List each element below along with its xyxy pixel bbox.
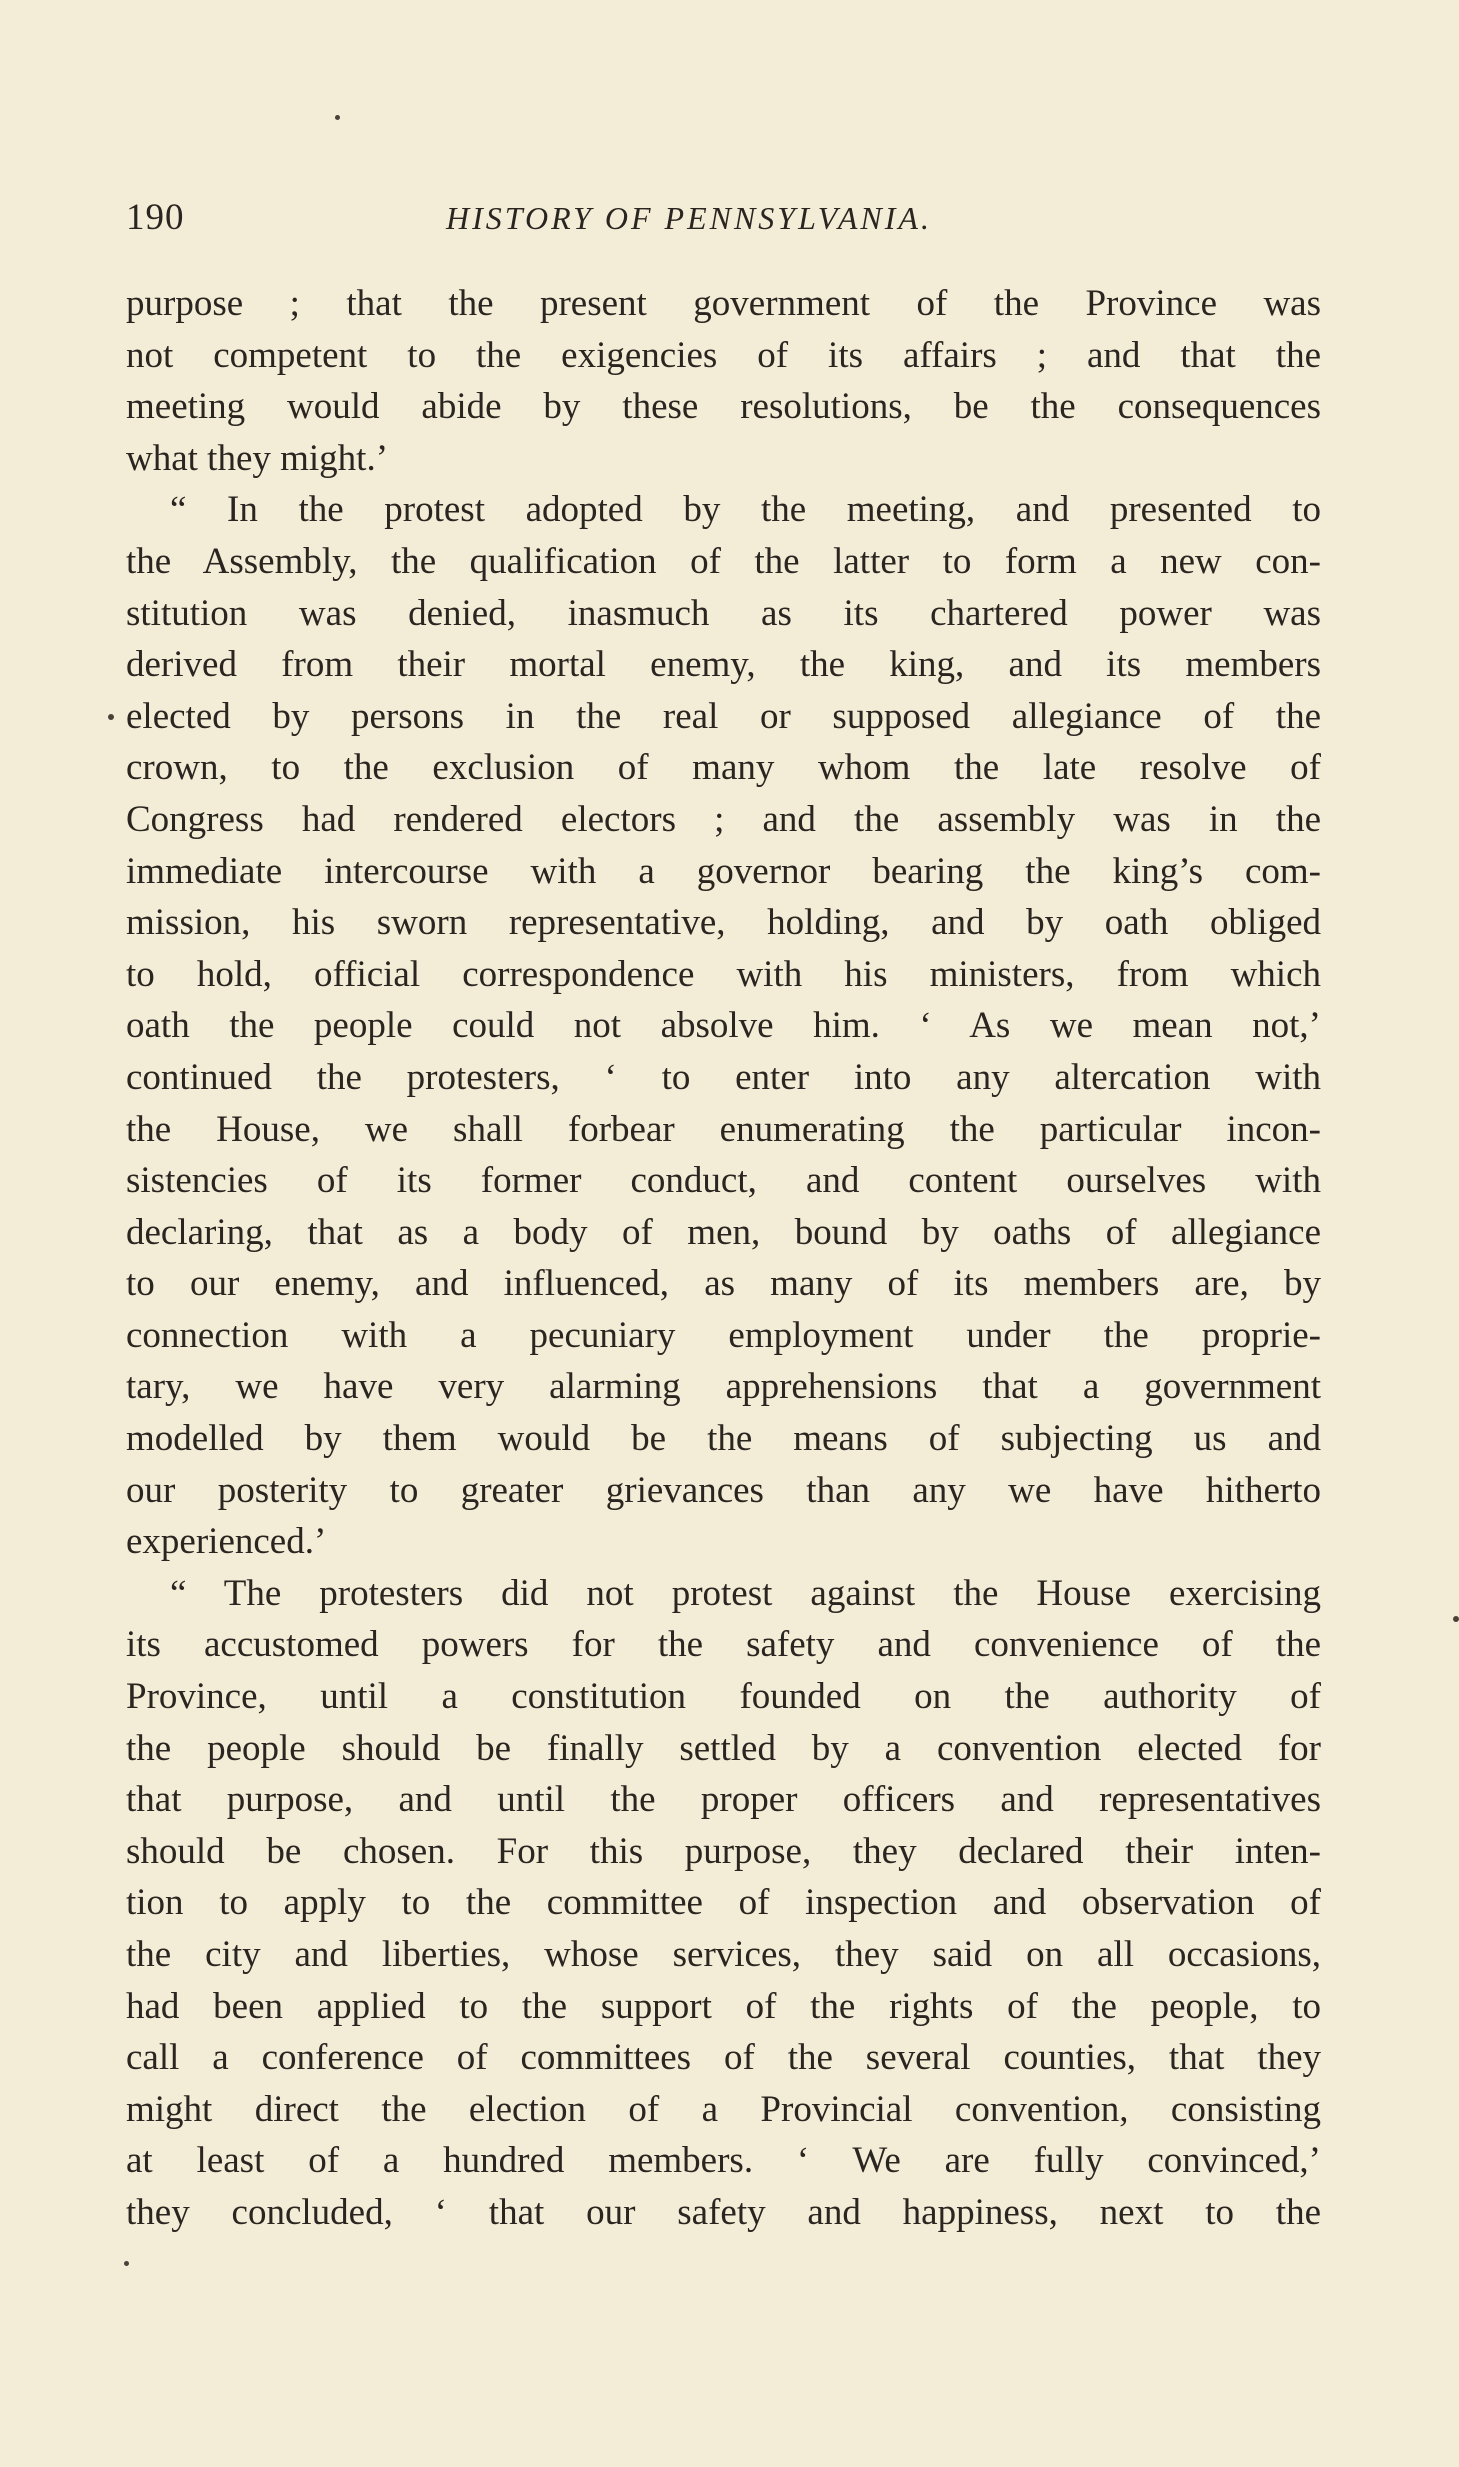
running-head: HISTORY OF PENNSYLVANIA.: [446, 200, 932, 236]
body-text: [126, 278, 1321, 2239]
margin-speck: [124, 2261, 129, 2266]
text-line: the Assembly, the qualification of the latter to form a new con-: [126, 540, 1321, 582]
text-line: meeting would abide by these resolutions, be the consequences: [126, 386, 1321, 428]
text-line: to hold, official correspondence with his ministers, from which: [126, 953, 1321, 995]
paragraph-first-line: “ In the protest adopted by the meeting, and presented to: [170, 489, 1321, 531]
text-line: tion to apply to the committee of inspection and observation of: [126, 1882, 1321, 1924]
text-line: immediate intercourse with a governor bearing the king’s com-: [126, 850, 1321, 892]
text-line: purpose ; that the present government of the Province was: [126, 283, 1321, 324]
text-line: at least of a hundred members. ‘ We are fully convinced,’: [126, 2140, 1321, 2182]
text-line: experienced.’: [126, 1521, 327, 1563]
text-line: they concluded, ‘ that our safety and happiness, next to the: [126, 2191, 1321, 2233]
margin-speck: [335, 115, 340, 120]
text-line: oath the people could not absolve him. ‘ As we mean not,’: [126, 1005, 1321, 1047]
text-line: continued the protesters, ‘ to enter into any altercation with: [126, 1056, 1321, 1098]
text-line: had been applied to the support of the rights of the people, to: [126, 1985, 1321, 2027]
text-line: tary, we have very alarming apprehensions that a government: [126, 1366, 1321, 1408]
text-line: modelled by them would be the means of subjecting us and: [126, 1418, 1321, 1460]
text-line: not competent to the exigencies of its affairs ; and that the: [126, 334, 1321, 376]
text-line: crown, to the exclusion of many whom the late resolve of: [126, 747, 1321, 789]
text-line: to our enemy, and influenced, as many of its members are, by: [126, 1263, 1321, 1305]
text-line: the city and liberties, whose services, they said on all occasions,: [126, 1934, 1321, 1975]
text-line: the people should be finally settled by a convention elected for: [126, 1727, 1321, 1769]
margin-speck: [1453, 1616, 1459, 1622]
page-header: [126, 196, 1321, 248]
text-line: Province, until a constitution founded on the authority of: [126, 1676, 1321, 1718]
text-line: that purpose, and until the proper officers and representatives: [126, 1779, 1321, 1821]
text-line: should be chosen. For this purpose, they declared their inten-: [126, 1830, 1321, 1872]
text-line: sistencies of its former conduct, and content ourselves with: [126, 1160, 1321, 1202]
text-line: elected by persons in the real or supposed allegiance of the: [126, 695, 1321, 737]
text-line: mission, his sworn representative, holding, and by oath obliged: [126, 902, 1321, 944]
text-line: Congress had rendered electors ; and the assembly was in the: [126, 798, 1321, 840]
text-line: connection with a pecuniary employment under the proprie-: [126, 1314, 1321, 1356]
paragraph-first-line: “ The protesters did not protest against the House exercising: [170, 1572, 1321, 1614]
text-line: derived from their mortal enemy, the king, and its members: [126, 644, 1321, 686]
text-line: might direct the election of a Provincial convention, consisting: [126, 2088, 1321, 2130]
text-line: call a conference of committees of the several counties, that they: [126, 2037, 1321, 2079]
text-line: declaring, that as a body of men, bound by oaths of allegiance: [126, 1211, 1321, 1253]
margin-speck: [108, 714, 114, 720]
text-line: what they might.’: [126, 437, 389, 479]
text-line: the House, we shall forbear enumerating the particular incon-: [126, 1108, 1321, 1150]
page-number: 190: [126, 197, 185, 238]
text-line: our posterity to greater grievances than any we have hitherto: [126, 1469, 1321, 1511]
text-line: its accustomed powers for the safety and convenience of the: [126, 1624, 1321, 1666]
text-line: stitution was denied, inasmuch as its chartered power was: [126, 592, 1321, 634]
